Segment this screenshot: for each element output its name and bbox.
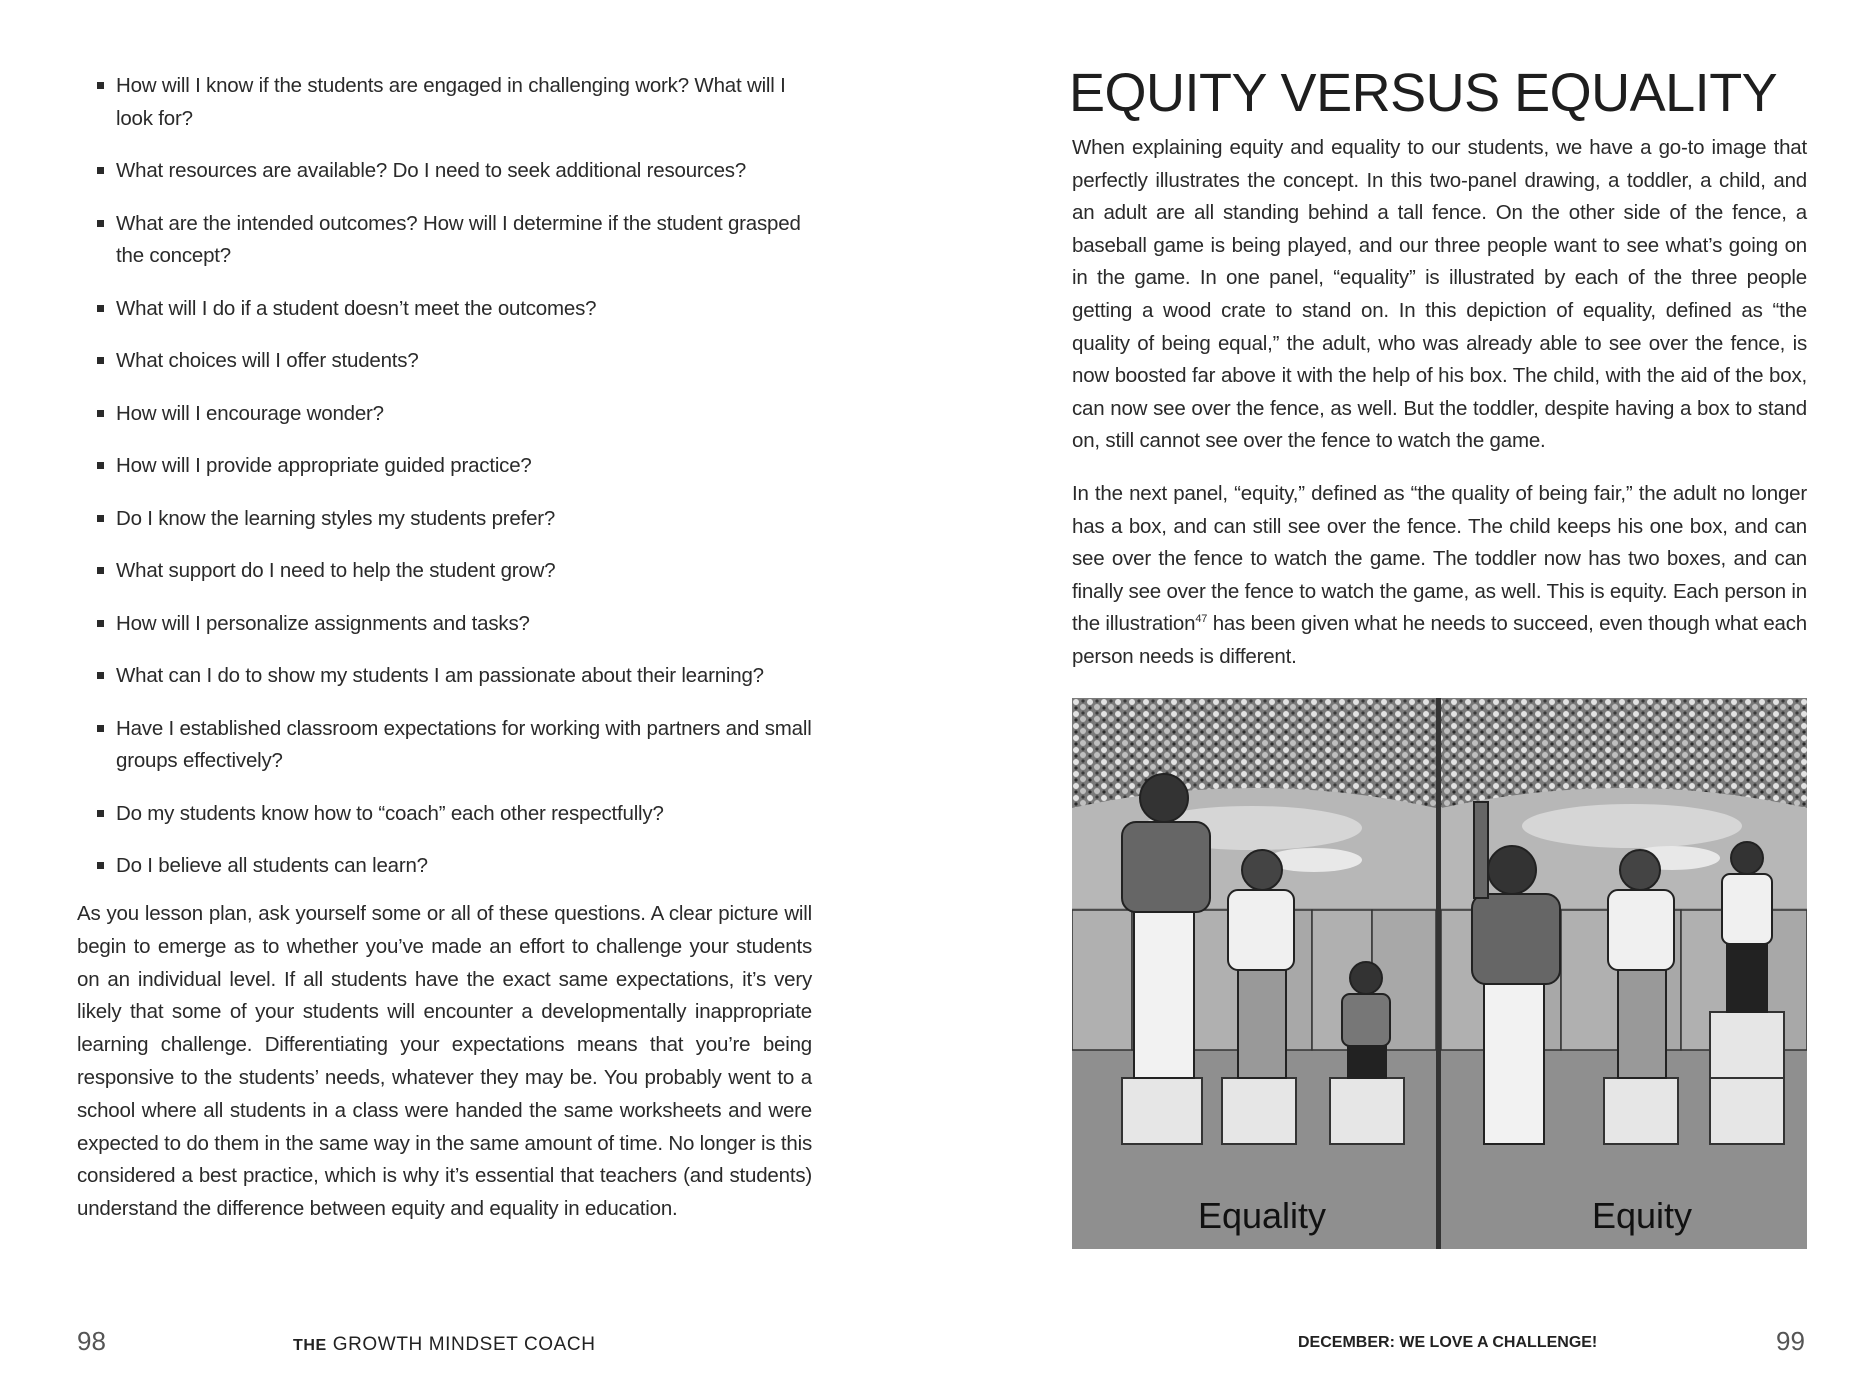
paragraph-text: In the next panel, “equity,” defined as “the quality of being fair,” the adult no longer has a box, and can still see over the fence. The child keeps his one box, and can see over the fence to watch the game. The toddler now has two boxes, and can finally see over the fence to watch the game, as well. This is equity. Each person in the illustration <box>1072 482 1807 636</box>
left-page <box>0 0 931 1396</box>
list-item: What choices will I offer students? <box>96 345 812 378</box>
equality-panel <box>1072 698 1436 1249</box>
equality-label: Equality <box>1197 1195 1327 1236</box>
bullet-square-icon <box>97 410 104 417</box>
page-number: 99 <box>1776 1326 1805 1356</box>
list-item: What support do I need to help the student grow? <box>96 555 812 588</box>
page-title: EQUITY VERSUS EQUALITY <box>1069 63 1778 123</box>
bullet-square-icon <box>97 862 104 869</box>
bullet-square-icon <box>97 672 104 679</box>
running-head: DECEMBER: WE LOVE A CHALLENGE! <box>1298 1334 1598 1351</box>
body-paragraph: When explaining equity and equality to our students, we have a go-to image that perfectly illustrates the concept. In this two-panel drawing, a toddler, a child, and an adult are all standing behind a tall fence. On the other side of the fence, a baseball game is being played, and our three people want to see what’s going on in the game. In one panel, “equality” is illustrated by each of the three people getting a wood crate to stand on. In this depiction of equality, defined as “the quality of being equal,” the adult, who was already able to see over the fence, is now boosted far above it with the help of his box. The child, with the aid of the box, can now see over the fence, as well. But the toddler, despite having a box to stand on, still cannot see over the fence to watch the game. <box>1072 136 1807 453</box>
bullet-square-icon <box>97 220 104 227</box>
bullet-square-icon <box>97 620 104 627</box>
body-paragraph <box>1072 478 1807 674</box>
running-head <box>293 1334 596 1356</box>
paragraph-text: has been given what he needs to succeed, even though what each person needs is different. <box>1072 612 1807 668</box>
list-item: What resources are available? Do I need to seek additional resources? <box>96 155 812 188</box>
body-paragraph: As you lesson plan, ask yourself some or all of these questions. A clear picture will begin to emerge as to whether you’ve made an effort to challenge your students on an individual level. If all students have the exact same expectations, it’s very likely that some of your students will encounter a developmentally inappropriate learning challenge. Differentiating your expectations means that you’re being responsive to the students’ needs, whatever they may be. You probably went to a school where all students in a class were handed the same worksheets and were expected to do them in the same way in the same amount of time. No longer is this considered a best practice, which is why it’s essential that teachers (and students) understand the difference between equity and equality in education. <box>77 902 812 1221</box>
right-page <box>931 0 1863 1396</box>
equity-label: Equity <box>1591 1195 1693 1236</box>
list-item: How will I encourage wonder? <box>96 398 812 431</box>
bullet-square-icon <box>97 810 104 817</box>
list-item: What will I do if a student doesn’t meet the outcomes? <box>96 293 812 326</box>
list-item: Do I know the learning styles my students prefer? <box>96 503 812 536</box>
list-item: Do I believe all students can learn? <box>96 850 812 883</box>
list-item: How will I know if the students are engaged in challenging work? What will I look for? <box>96 70 812 135</box>
question-list <box>96 70 812 903</box>
page-number: 98 <box>77 1326 106 1356</box>
bullet-square-icon <box>97 515 104 522</box>
bullet-square-icon <box>97 567 104 574</box>
footnote-reference: 47 <box>1195 613 1208 626</box>
bullet-square-icon <box>97 82 104 89</box>
list-item: How will I personalize assignments and tasks? <box>96 608 812 641</box>
bullet-square-icon <box>97 462 104 469</box>
list-item: How will I provide appropriate guided practice? <box>96 450 812 483</box>
bullet-square-icon <box>97 305 104 312</box>
bullet-square-icon <box>97 725 104 732</box>
running-head-prefix: THE <box>293 1337 327 1354</box>
equity-equality-illustration <box>1072 698 1807 1249</box>
running-head-title: GROWTH MINDSET COACH <box>332 1334 596 1355</box>
list-item: What can I do to show my students I am passionate about their learning? <box>96 660 812 693</box>
list-item: Do my students know how to “coach” each other respectfully? <box>96 798 812 831</box>
bullet-square-icon <box>97 357 104 364</box>
bullet-square-icon <box>97 167 104 174</box>
list-item: Have I established classroom expectations for working with partners and small groups effectively? <box>96 713 812 778</box>
list-item: What are the intended outcomes? How will I determine if the student grasped the concept? <box>96 208 812 273</box>
equity-panel <box>1441 698 1807 1249</box>
